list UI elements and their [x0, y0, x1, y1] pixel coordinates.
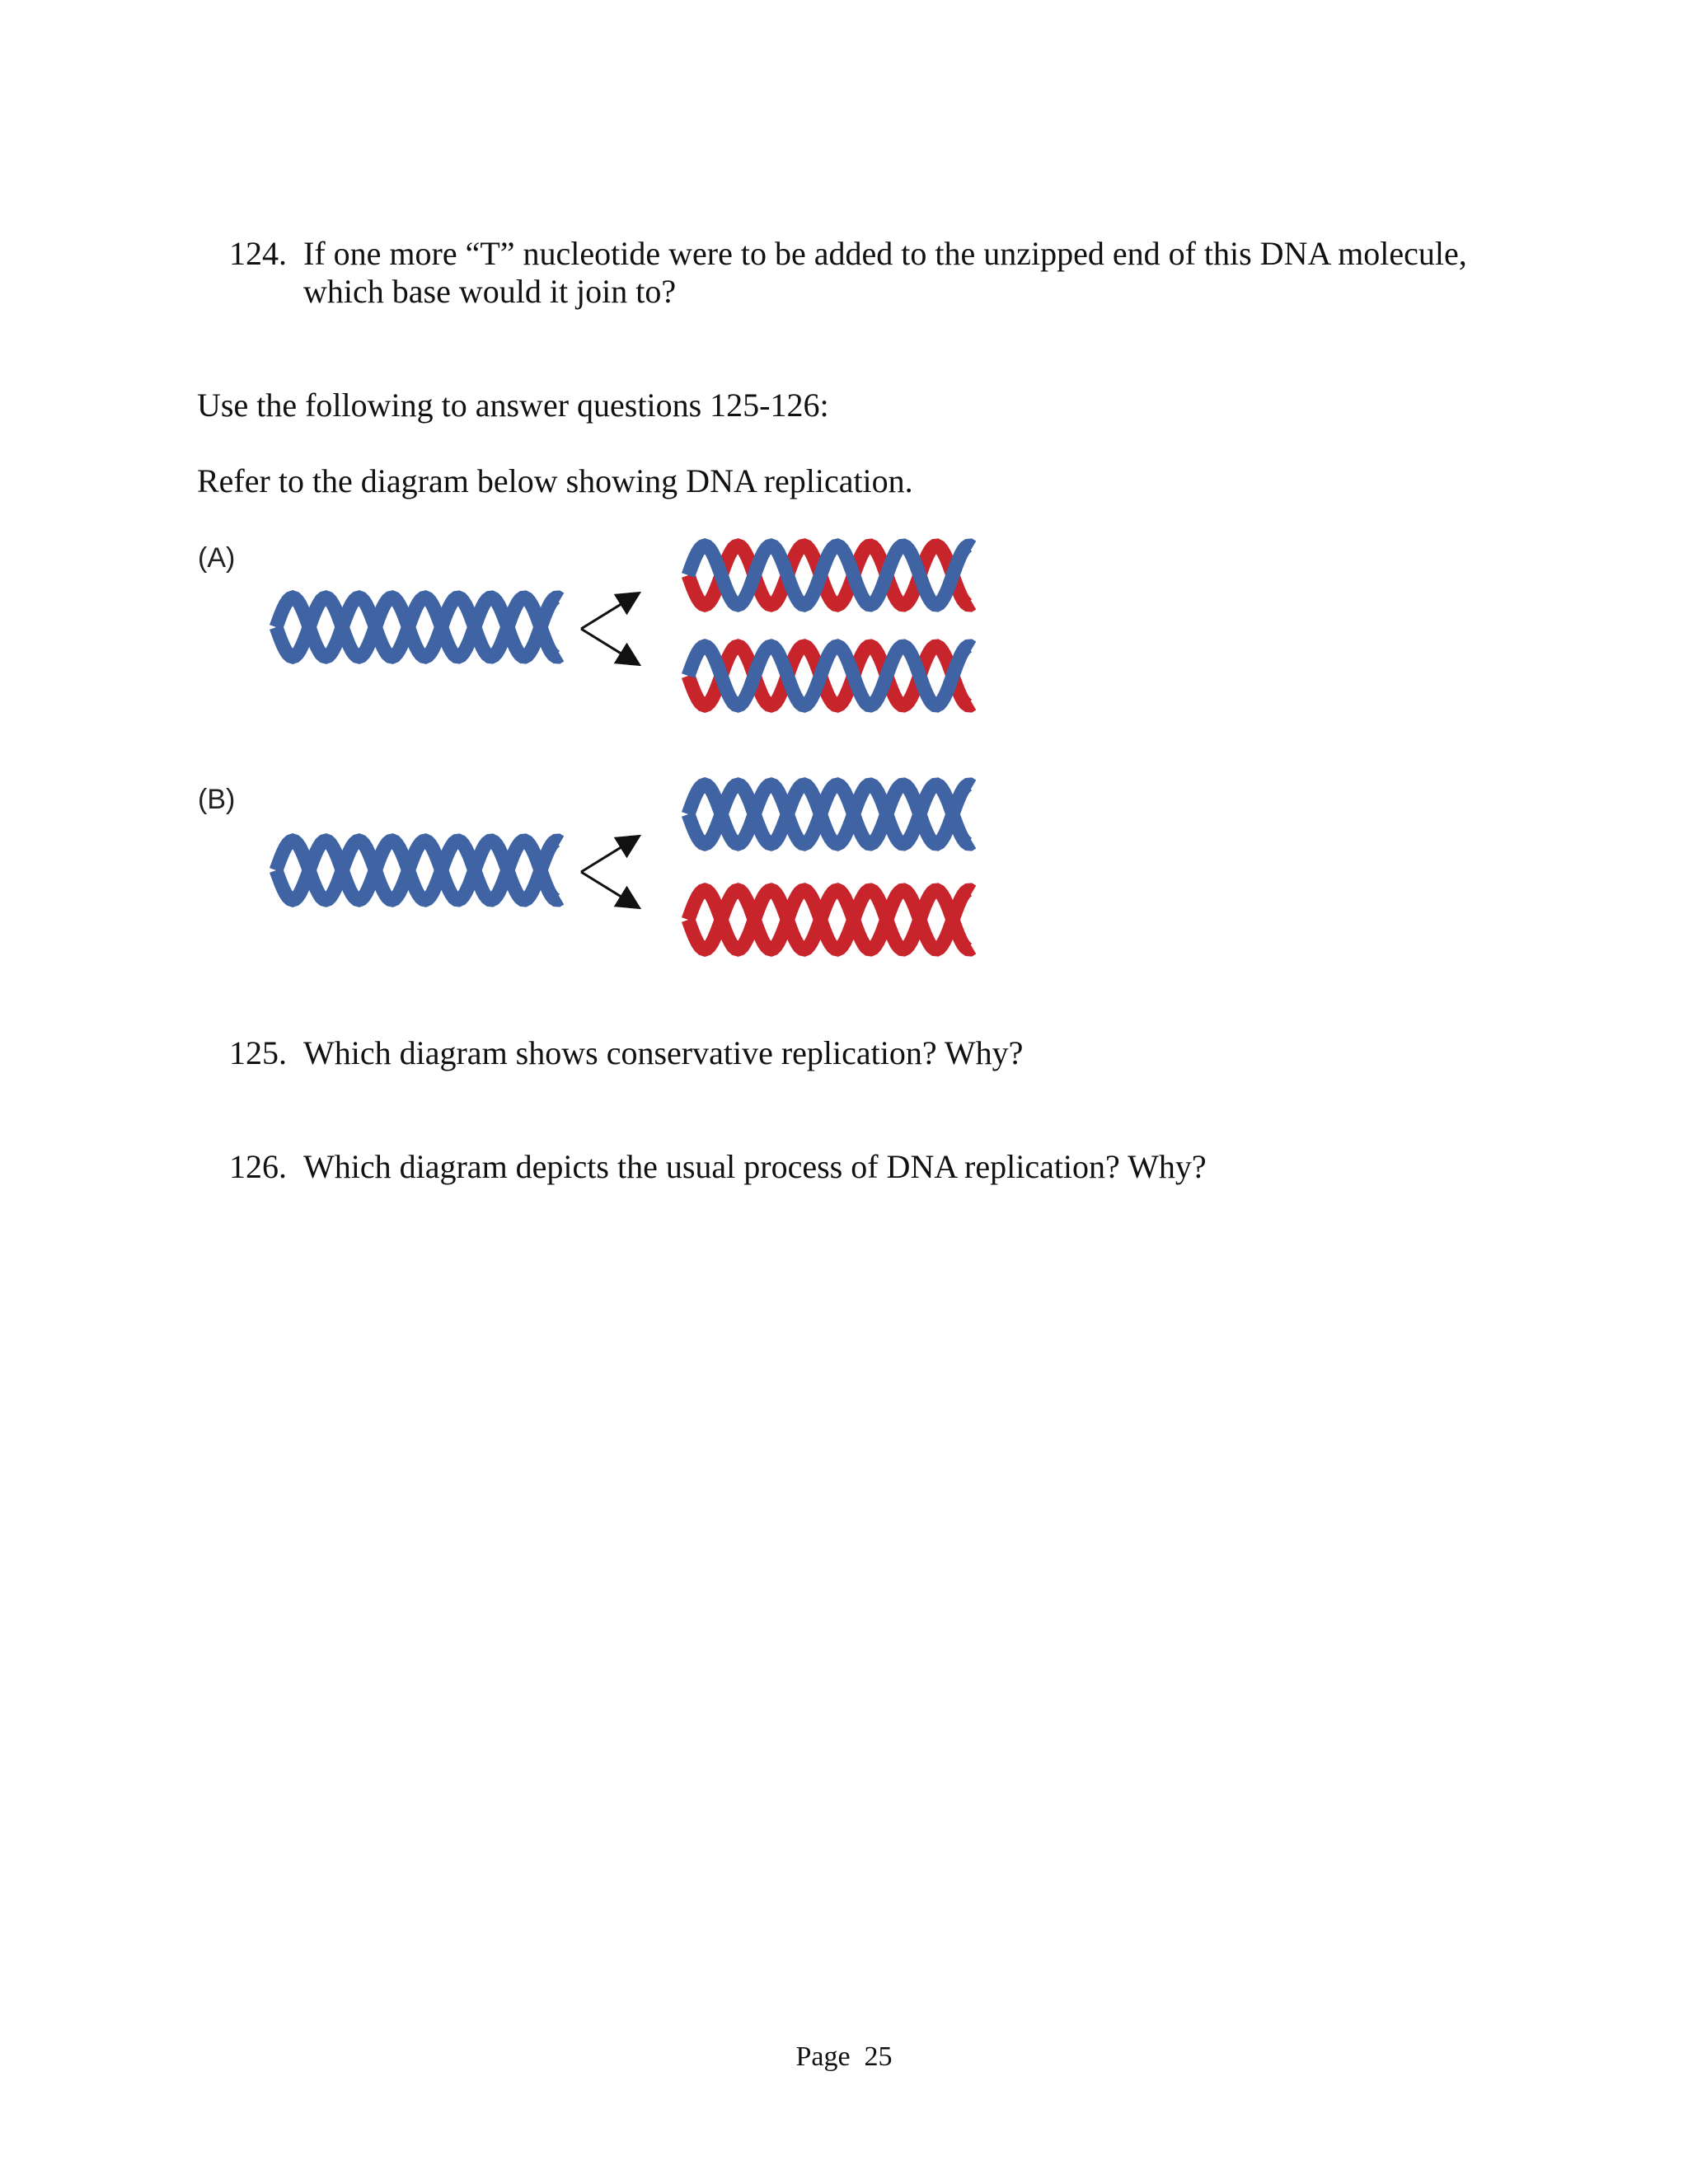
- question-126: [229, 1147, 1465, 1188]
- arrow-group: [581, 594, 637, 907]
- dna-replication-figure: [190, 534, 981, 971]
- instructions: Use the following to answer questions 125-126:: [197, 387, 829, 424]
- question-text-line-2: which base would it join to?: [303, 273, 677, 310]
- page-number: Page 25: [795, 2041, 893, 2072]
- helix-group: [276, 546, 973, 949]
- question-number: 126.: [229, 1148, 287, 1185]
- panel-a-arrow-up: [581, 594, 637, 629]
- question-124: [229, 234, 1548, 316]
- question-text: Which diagram shows conservative replication? Why?: [303, 1034, 1024, 1071]
- question-125: [229, 1033, 1383, 1075]
- panel-a-label: (A): [198, 542, 236, 574]
- question-text-line-1: If one more “T” nucleotide were to be added to the unzipped end of this DNA molecule,: [303, 235, 1467, 272]
- dna-replication-diagram: [190, 534, 981, 971]
- question-text: Which diagram depicts the usual process of DNA replication? Why?: [303, 1148, 1207, 1185]
- question-number: 124.: [229, 235, 287, 272]
- figure-reference: Refer to the diagram below showing DNA replication.: [197, 462, 913, 499]
- panel-b-arrow-up: [581, 837, 637, 872]
- panel-b-label: (B): [198, 784, 236, 815]
- panel-b-arrow-down: [581, 872, 637, 907]
- question-number: 125.: [229, 1034, 287, 1071]
- panel-a-arrow-down: [581, 629, 637, 663]
